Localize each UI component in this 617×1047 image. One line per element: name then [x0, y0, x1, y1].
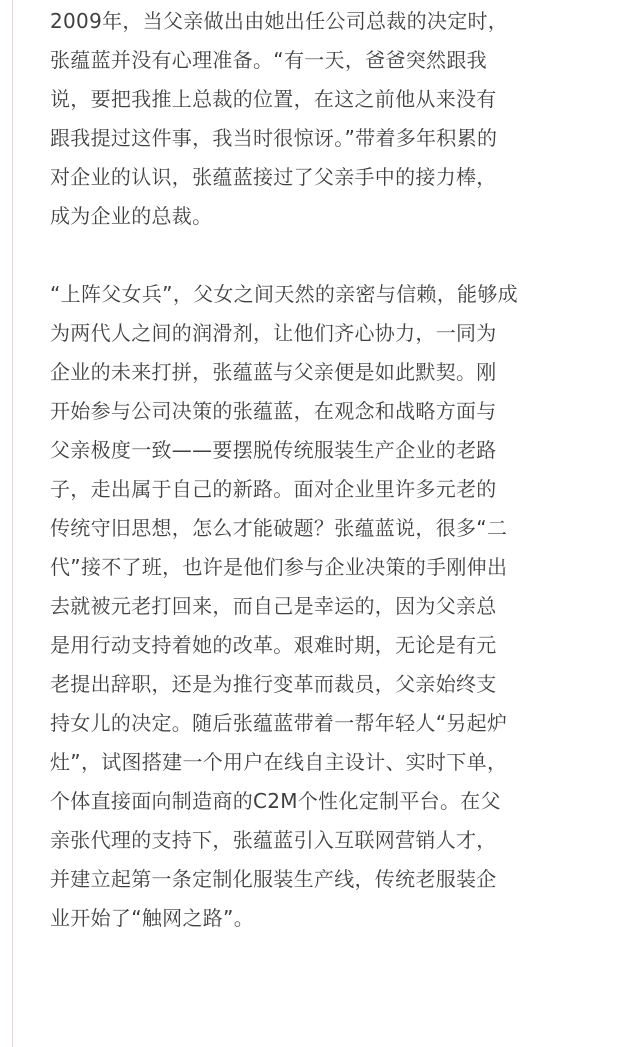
text-line: “上阵父女兵”，父女之间天然的亲密与信赖，能够成 [50, 282, 518, 306]
text-line: 张蕴蓝并没有心理准备。“有一天，爸爸突然跟我 [50, 48, 487, 72]
text-line: 对企业的认识，张蕴蓝接过了父亲手中的接力棒， [50, 165, 497, 189]
text-line: 代”接不了班，也许是他们参与企业决策的手刚伸出 [50, 555, 508, 579]
text-line: 是用行动支持着她的改革。艰难时期，无论是有元 [50, 633, 497, 657]
text-line: 灶”，试图搭建一个用户在线自主设计、实时下单， [50, 750, 508, 774]
text-line: 为两代人之间的润滑剂，让他们齐心协力，一同为 [50, 321, 497, 345]
paragraph-succession [50, 2, 598, 236]
text-line: 亲张代理的支持下，张蕴蓝引入互联网营销人才， [50, 828, 497, 852]
text-line: 子，走出属于自己的新路。面对企业里许多元老的 [50, 477, 497, 501]
text-line: 说，要把我推上总裁的位置，在这之前他从来没有 [50, 87, 497, 111]
text-line: 个体直接面向制造商的C2M个性化定制平台。在父 [50, 789, 501, 813]
text-line: 业开始了“触网之路”。 [50, 906, 255, 930]
text-line: 传统守旧思想，怎么才能破题？张蕴蓝说，很多“二 [50, 516, 508, 540]
text-line: 父亲极度一致——要摆脱传统服装生产企业的老路 [50, 438, 497, 462]
article-body [50, 2, 598, 938]
text-line: 跟我提过这件事，我当时很惊讶。”带着多年积累的 [50, 126, 498, 150]
text-line: 企业的未来打拼，张蕴蓝与父亲便是如此默契。刚 [50, 360, 497, 384]
text-line: 2009年，当父亲做出由她出任公司总裁的决定时， [50, 9, 509, 33]
text-line: 开始参与公司决策的张蕴蓝，在观念和战略方面与 [50, 399, 497, 423]
text-line: 持女儿的决定。随后张蕴蓝带着一帮年轻人“另起炉 [50, 711, 508, 735]
left-accent-rule [12, 0, 13, 1047]
text-line: 成为企业的总裁。 [50, 204, 213, 228]
paragraph-father-daughter [50, 275, 598, 938]
text-line: 去就被元老打回来，而自己是幸运的，因为父亲总 [50, 594, 497, 618]
text-line: 并建立起第一条定制化服装生产线，传统老服装企 [50, 867, 497, 891]
text-line: 老提出辞职，还是为推行变革而裁员，父亲始终支 [50, 672, 497, 696]
